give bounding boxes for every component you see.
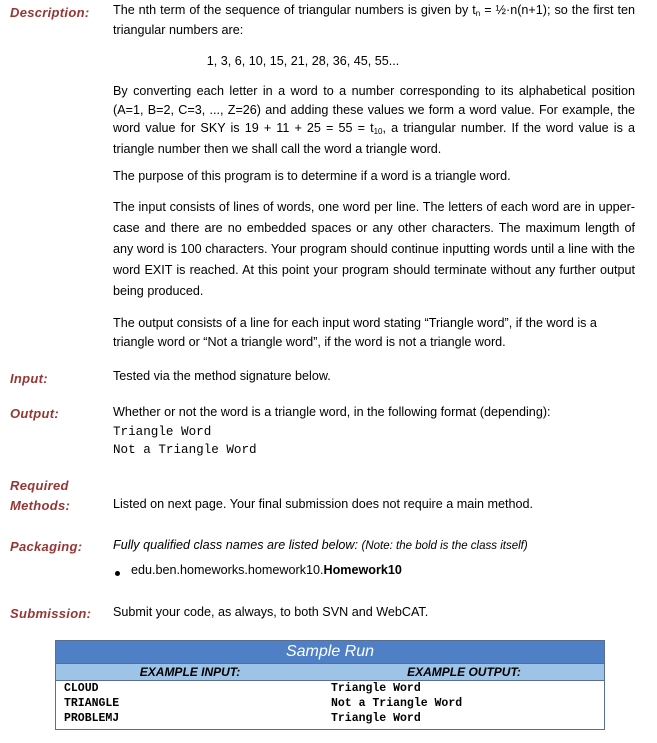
sample-run-title: Sample Run [56, 641, 604, 663]
description-label: Description: [10, 5, 90, 20]
triangle-sequence: 1, 3, 6, 10, 15, 21, 28, 36, 45, 55... [206, 54, 400, 68]
input-label: Input: [10, 371, 48, 386]
required-label-line1: Required [10, 478, 69, 493]
example-input-header: EXAMPLE INPUT: [139, 665, 241, 679]
required-label-line2: Methods: [10, 498, 71, 513]
description-paragraph-1: The nth term of the sequence of triangular numbers is given by $t_n$ = ½·n(n+1); so the first ten triangular numbers are: [113, 3, 635, 37]
output-format-1: Triangle Word [113, 425, 212, 439]
description-paragraph-5: The output consists of a line for each input word stating “Triangle word”, if the word is a triangle word or “Not a triangle word”, if the word is not a triangle word. [113, 316, 597, 349]
submission-label: Submission: [10, 606, 92, 621]
sample-run-header-row [56, 663, 604, 681]
example-output-list [331, 681, 462, 726]
description-paragraph-3: The purpose of this program is to determine if a word is a triangle word. [113, 169, 511, 183]
example-output-line: Not a Triangle Word [331, 697, 463, 710]
bullet-icon [115, 571, 120, 576]
output-format-2: Not a Triangle Word [113, 443, 257, 457]
input-text: Tested via the method signature below. [113, 369, 331, 383]
output-label: Output: [10, 406, 60, 421]
sample-run-table [55, 640, 605, 730]
class-name: edu.ben.homeworks.homework10.Homework10 [131, 563, 402, 577]
example-output-line: Triangle Word [331, 712, 421, 725]
packaging-label: Packaging: [10, 539, 83, 554]
example-input-line: CLOUD [64, 682, 99, 695]
packaging-text: Fully qualified class names are listed below: (Note: the bold is the class itself) [113, 538, 528, 552]
required-methods-text: Listed on next page. Your final submission does not require a main method. [113, 497, 534, 511]
example-input-line: TRIANGLE [64, 697, 120, 710]
description-paragraph-4: The input consists of lines of words, one word per line. The letters of each word are in upper-case and there are no embedded spaces or any other characters. The maximum length of any word is 100 characters. Your program should continue inputting words until a line with the word EXIT is reached. At this point your program should terminate without any further output being produced. [113, 200, 635, 298]
submission-text: Submit your code, as always, to both SVN and WebCAT. [113, 605, 429, 619]
description-paragraph-2: By converting each letter in a word to a number corresponding to its alphabetical position (A=1, B=2, C=3, ..., Z=26) and adding these values we form a word value. For example, the word value for SKY is $19 + 11 + 25 = 55 = t_{10}$, a triangular number. If the word value is a triangle number then we shall call the word a triangle word. [113, 84, 635, 156]
example-output-line: Triangle Word [331, 682, 421, 695]
example-output-header: EXAMPLE OUTPUT: [407, 665, 521, 679]
example-input-line: PROBLEMJ [64, 712, 120, 725]
output-text: Whether or not the word is a triangle word, in the following format (depending): [113, 405, 551, 419]
example-input-list [64, 681, 119, 726]
